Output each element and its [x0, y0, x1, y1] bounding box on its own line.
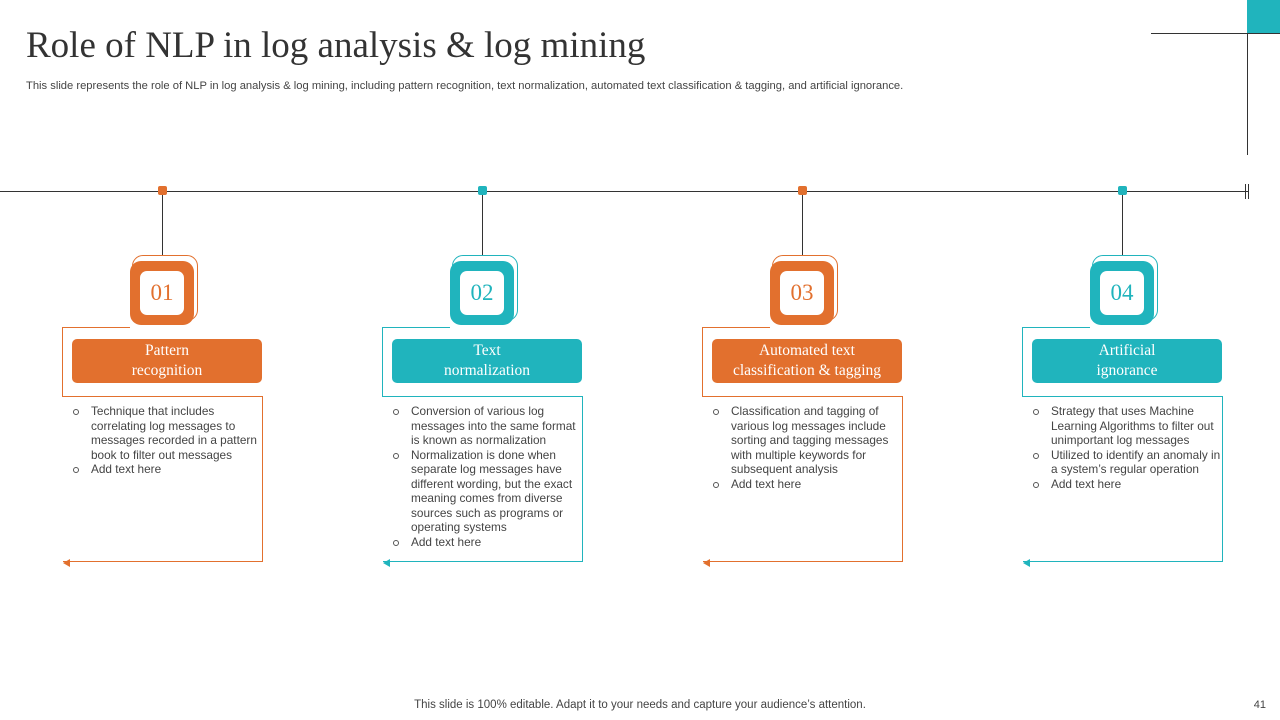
label-frame-top [382, 327, 450, 328]
step-label [712, 339, 902, 383]
connector-line [162, 195, 163, 259]
bullet-item: Add text here [1032, 477, 1222, 492]
label-frame-left [382, 327, 383, 397]
frame-arrow [63, 559, 70, 567]
corner-accent-hline [1151, 33, 1280, 34]
connector-line [1122, 195, 1123, 259]
frame-arrow [1023, 559, 1030, 567]
bullet-item: Conversion of various log messages into the same format is known as normalization [392, 404, 582, 448]
footer-note: This slide is 100% editable. Adapt it to your needs and capture your audience’s attention. [414, 699, 866, 711]
step-label [392, 339, 582, 383]
step-label-text: Artificial ignorance [1096, 342, 1158, 379]
bullet-item: Classification and tagging of various log messages include sorting and tagging messages with multiple keywords for subsequent analysis [712, 404, 902, 477]
bullet-item: Normalization is done when separate log messages have different wording, but the exact meaning comes from diverse sources such as programs or operating systems [392, 448, 582, 535]
bullet-list [392, 404, 582, 549]
bullet-item: Strategy that uses Machine Learning Algorithms to filter out unimportant log messages [1032, 404, 1222, 448]
bullet-item: Utilized to identify an anomaly in a system’s regular operation [1032, 448, 1222, 477]
timeline-dot [158, 186, 167, 195]
connector-line [802, 195, 803, 259]
step-label [72, 339, 262, 383]
step-label-text: Automated text classification & tagging [732, 342, 882, 379]
bullet-list [72, 404, 262, 477]
step-label [1032, 339, 1222, 383]
page-number: 41 [1253, 699, 1266, 711]
step-badge [450, 261, 514, 325]
page-subtitle: This slide represents the role of NLP in log analysis & log mining, including pattern recognition, text normalization, automated text classification & tagging, and artificial ignorance. [26, 80, 904, 92]
bullet-item: Add text here [72, 462, 262, 477]
step-label-text: Pattern recognition [131, 342, 203, 379]
bullet-list [1032, 404, 1222, 491]
step-number: 04 [1100, 271, 1144, 315]
connector-line [482, 195, 483, 259]
step-number: 03 [780, 271, 824, 315]
bullet-item: Add text here [712, 477, 902, 492]
step-number: 02 [460, 271, 504, 315]
step-label-text: Text normalization [443, 342, 531, 379]
corner-accent-vline [1247, 33, 1248, 155]
bullet-list [712, 404, 902, 491]
bullet-item: Add text here [392, 535, 582, 550]
label-frame-left [1022, 327, 1023, 397]
step-badge [770, 261, 834, 325]
label-frame-top [62, 327, 130, 328]
page-title: Role of NLP in log analysis & log mining [26, 25, 646, 66]
label-frame-left [62, 327, 63, 397]
timeline-end-mark-2 [1248, 184, 1249, 199]
step-badge [1090, 261, 1154, 325]
step-badge [130, 261, 194, 325]
bullet-item: Technique that includes correlating log messages to messages recorded in a pattern book to filter out messages [72, 404, 262, 462]
label-frame-top [1022, 327, 1090, 328]
label-frame-top [702, 327, 770, 328]
timeline-dot [798, 186, 807, 195]
timeline-end-mark [1245, 184, 1246, 199]
corner-accent-square [1247, 0, 1280, 33]
frame-arrow [703, 559, 710, 567]
frame-arrow [383, 559, 390, 567]
timeline-dot [478, 186, 487, 195]
label-frame-left [702, 327, 703, 397]
step-number: 01 [140, 271, 184, 315]
timeline-dot [1118, 186, 1127, 195]
timeline-line [0, 191, 1248, 192]
